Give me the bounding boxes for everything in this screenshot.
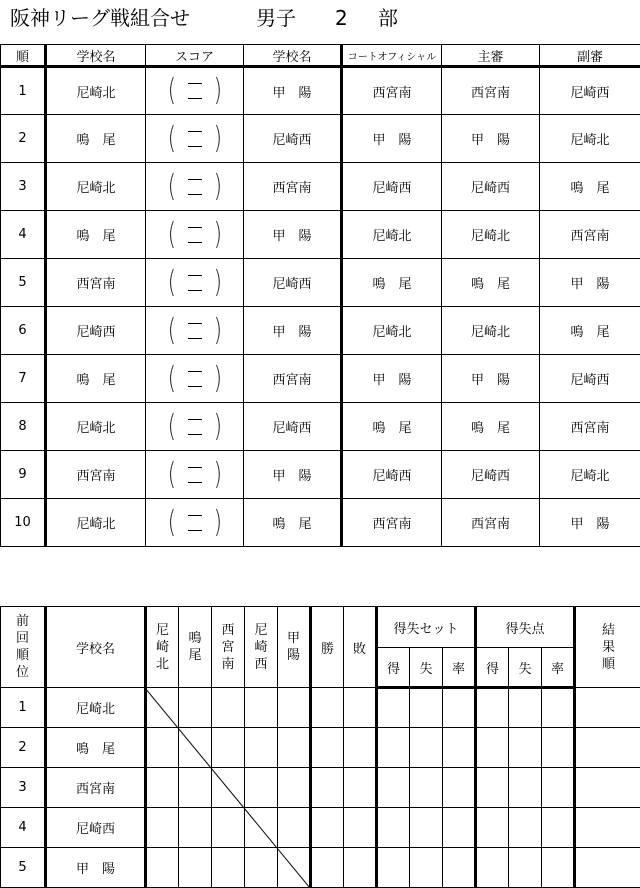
header-sets-lost: 失 xyxy=(410,648,443,688)
score-cell[interactable] xyxy=(146,499,244,547)
standings-row xyxy=(1,768,640,808)
previous-rank: 3 xyxy=(1,768,46,808)
match-result-cell[interactable] xyxy=(212,808,245,848)
sets-won-cell[interactable] xyxy=(377,688,410,728)
school-name: 鳴 尾 xyxy=(46,728,146,768)
header-school-b: 学校名 xyxy=(244,45,342,67)
schedule-row xyxy=(1,403,640,451)
point-ratio-cell[interactable] xyxy=(542,688,575,728)
points-lost-cell[interactable] xyxy=(509,808,542,848)
points-won-cell[interactable] xyxy=(476,688,509,728)
standings-header-row xyxy=(1,607,640,648)
match-result-cell[interactable] xyxy=(146,728,179,768)
schedule-row xyxy=(1,355,640,403)
match-result-cell[interactable] xyxy=(245,768,278,808)
team-b: 西宮南 xyxy=(244,355,342,403)
score-cell[interactable] xyxy=(146,115,244,163)
match-result-cell[interactable] xyxy=(278,688,311,728)
court-official: 鳴 尾 xyxy=(342,259,442,307)
assistant-umpire: 西宮南 xyxy=(540,211,640,259)
score-dashes xyxy=(188,508,202,538)
assistant-umpire: 鳴 尾 xyxy=(540,307,640,355)
chief-umpire: 鳴 尾 xyxy=(442,259,540,307)
points-won-cell[interactable] xyxy=(476,848,509,888)
match-number: 10 xyxy=(1,499,46,547)
standings-table xyxy=(0,606,640,888)
match-number: 7 xyxy=(1,355,46,403)
schedule-row xyxy=(1,163,640,211)
score-cell[interactable] xyxy=(146,259,244,307)
gender-label: 男子 xyxy=(256,6,296,30)
assistant-umpire: 西宮南 xyxy=(540,403,640,451)
header-point-diff: 得失点 xyxy=(476,607,575,648)
score-entry[interactable] xyxy=(146,312,243,348)
header-school-a: 学校名 xyxy=(46,45,146,67)
score-dashes xyxy=(188,364,202,394)
score-entry[interactable] xyxy=(146,168,243,204)
previous-rank: 4 xyxy=(1,808,46,848)
header-losses: 敗 xyxy=(344,607,377,688)
match-result-cell[interactable] xyxy=(278,848,311,888)
match-result-cell[interactable] xyxy=(179,808,212,848)
score-dashes xyxy=(188,412,202,442)
point-ratio-cell[interactable] xyxy=(542,768,575,808)
score-cell[interactable] xyxy=(146,211,244,259)
previous-rank: 1 xyxy=(1,688,46,728)
school-name: 甲 陽 xyxy=(46,848,146,888)
assistant-umpire: 尼崎西 xyxy=(540,67,640,115)
sets-won-cell[interactable] xyxy=(377,728,410,768)
team-a: 尼崎北 xyxy=(46,403,146,451)
match-number: 1 xyxy=(1,67,46,115)
assistant-umpire: 尼崎北 xyxy=(540,115,640,163)
score-dashes xyxy=(188,460,202,490)
team-a: 鳴 尾 xyxy=(46,115,146,163)
header-opponent-1: 尼 崎 北 xyxy=(146,607,179,688)
assistant-umpire: 尼崎西 xyxy=(540,355,640,403)
match-result-cell[interactable] xyxy=(212,728,245,768)
score-entry[interactable] xyxy=(146,216,243,252)
division-number: 2 xyxy=(335,6,348,30)
match-result-cell[interactable] xyxy=(212,688,245,728)
court-official: 甲 陽 xyxy=(342,115,442,163)
previous-rank: 5 xyxy=(1,848,46,888)
set-ratio-cell[interactable] xyxy=(443,808,476,848)
schedule-row xyxy=(1,259,640,307)
header-opponent-3: 西 宮 南 xyxy=(212,607,245,688)
wins-cell[interactable] xyxy=(311,808,344,848)
point-ratio-cell[interactable] xyxy=(542,728,575,768)
header-sets-won: 得 xyxy=(377,648,410,688)
score-entry[interactable] xyxy=(146,360,243,396)
header-opponent-5: 甲 陽 xyxy=(278,607,311,688)
chief-umpire: 甲 陽 xyxy=(442,115,540,163)
court-official: 鳴 尾 xyxy=(342,403,442,451)
team-b: 甲 陽 xyxy=(244,67,342,115)
left-bracket-icon: ( xyxy=(167,312,176,348)
left-bracket-icon: ( xyxy=(167,408,176,444)
schedule-header-row xyxy=(1,45,640,67)
score-cell[interactable] xyxy=(146,403,244,451)
left-bracket-icon: ( xyxy=(167,216,176,252)
standings-row xyxy=(1,848,640,888)
team-b: 尼崎西 xyxy=(244,115,342,163)
assistant-umpire: 甲 陽 xyxy=(540,259,640,307)
chief-umpire: 尼崎北 xyxy=(442,307,540,355)
points-lost-cell[interactable] xyxy=(509,768,542,808)
right-bracket-icon: ) xyxy=(213,456,222,492)
left-bracket-icon: ( xyxy=(167,264,176,300)
losses-cell[interactable] xyxy=(344,808,377,848)
schedule-row xyxy=(1,307,640,355)
header-set-ratio: 率 xyxy=(443,648,476,688)
score-cell[interactable] xyxy=(146,355,244,403)
losses-cell[interactable] xyxy=(344,768,377,808)
match-number: 6 xyxy=(1,307,46,355)
header-school: 学校名 xyxy=(46,607,146,688)
match-number: 8 xyxy=(1,403,46,451)
header-score: スコア xyxy=(146,45,244,67)
match-result-cell[interactable] xyxy=(245,848,278,888)
sets-lost-cell[interactable] xyxy=(410,848,443,888)
score-entry[interactable] xyxy=(146,120,243,156)
result-rank-cell[interactable] xyxy=(575,728,640,768)
match-result-cell[interactable] xyxy=(212,848,245,888)
right-bracket-icon: ) xyxy=(213,408,222,444)
sets-lost-cell[interactable] xyxy=(410,688,443,728)
left-bracket-icon: ( xyxy=(167,456,176,492)
set-ratio-cell[interactable] xyxy=(443,688,476,728)
assistant-umpire: 尼崎北 xyxy=(540,451,640,499)
score-dashes xyxy=(188,268,202,298)
header-opponent-4: 尼 崎 西 xyxy=(245,607,278,688)
left-bracket-icon: ( xyxy=(167,168,176,204)
previous-rank: 2 xyxy=(1,728,46,768)
match-schedule-table xyxy=(0,44,640,547)
sets-won-cell[interactable] xyxy=(377,808,410,848)
score-cell[interactable] xyxy=(146,163,244,211)
team-b: 鳴 尾 xyxy=(244,499,342,547)
score-entry[interactable] xyxy=(146,504,243,540)
match-result-cell[interactable] xyxy=(146,808,179,848)
match-number: 9 xyxy=(1,451,46,499)
left-bracket-icon: ( xyxy=(167,120,176,156)
team-b: 甲 陽 xyxy=(244,451,342,499)
standings-row xyxy=(1,688,640,728)
score-cell[interactable] xyxy=(146,307,244,355)
score-dashes xyxy=(188,172,202,202)
losses-cell[interactable] xyxy=(344,728,377,768)
chief-umpire: 西宮南 xyxy=(442,499,540,547)
match-result-cell[interactable] xyxy=(245,808,278,848)
chief-umpire: 尼崎西 xyxy=(442,163,540,211)
match-number: 5 xyxy=(1,259,46,307)
court-official: 尼崎西 xyxy=(342,451,442,499)
court-official: 西宮南 xyxy=(342,499,442,547)
match-result-cell[interactable] xyxy=(245,688,278,728)
header-result-rank: 結 果 順 xyxy=(575,607,640,688)
match-number: 3 xyxy=(1,163,46,211)
score-dashes xyxy=(188,124,202,154)
match-result-cell[interactable] xyxy=(146,768,179,808)
points-lost-cell[interactable] xyxy=(509,728,542,768)
set-ratio-cell[interactable] xyxy=(443,848,476,888)
sets-lost-cell[interactable] xyxy=(410,768,443,808)
sets-lost-cell[interactable] xyxy=(410,728,443,768)
match-result-cell[interactable] xyxy=(278,768,311,808)
match-number: 2 xyxy=(1,115,46,163)
schedule-row xyxy=(1,67,640,115)
match-result-cell[interactable] xyxy=(179,848,212,888)
score-cell[interactable] xyxy=(146,67,244,115)
set-ratio-cell[interactable] xyxy=(443,728,476,768)
right-bracket-icon: ) xyxy=(213,73,222,108)
match-result-cell[interactable] xyxy=(212,768,245,808)
right-bracket-icon: ) xyxy=(213,168,222,204)
wins-cell[interactable] xyxy=(311,688,344,728)
team-b: 尼崎西 xyxy=(244,259,342,307)
chief-umpire: 西宮南 xyxy=(442,67,540,115)
team-a: 西宮南 xyxy=(46,451,146,499)
school-name: 尼崎西 xyxy=(46,808,146,848)
header-assistant-umpire: 副審 xyxy=(540,45,640,67)
right-bracket-icon: ) xyxy=(213,264,222,300)
header-opponent-2: 鳴 尾 xyxy=(179,607,212,688)
score-entry[interactable] xyxy=(146,264,243,300)
team-a: 尼崎西 xyxy=(46,307,146,355)
court-official: 甲 陽 xyxy=(342,355,442,403)
division-label: 部 xyxy=(378,6,398,30)
match-number: 4 xyxy=(1,211,46,259)
score-entry[interactable] xyxy=(146,408,243,444)
sets-lost-cell[interactable] xyxy=(410,808,443,848)
court-official: 西宮南 xyxy=(342,67,442,115)
schedule-row xyxy=(1,499,640,547)
team-b: 甲 陽 xyxy=(244,211,342,259)
point-ratio-cell[interactable] xyxy=(542,808,575,848)
result-rank-cell[interactable] xyxy=(575,808,640,848)
sets-won-cell[interactable] xyxy=(377,848,410,888)
header-chief-umpire: 主審 xyxy=(442,45,540,67)
schedule-row xyxy=(1,211,640,259)
score-entry[interactable] xyxy=(146,73,243,108)
assistant-umpire: 鳴 尾 xyxy=(540,163,640,211)
points-won-cell[interactable] xyxy=(476,808,509,848)
team-b: 甲 陽 xyxy=(244,307,342,355)
chief-umpire: 尼崎西 xyxy=(442,451,540,499)
sets-won-cell[interactable] xyxy=(377,768,410,808)
score-dashes xyxy=(188,316,202,346)
points-lost-cell[interactable] xyxy=(509,688,542,728)
team-a: 西宮南 xyxy=(46,259,146,307)
team-a: 尼崎北 xyxy=(46,67,146,115)
court-official: 尼崎北 xyxy=(342,211,442,259)
result-rank-cell[interactable] xyxy=(575,768,640,808)
school-name: 西宮南 xyxy=(46,768,146,808)
right-bracket-icon: ) xyxy=(213,120,222,156)
team-a: 尼崎北 xyxy=(46,499,146,547)
result-rank-cell[interactable] xyxy=(575,688,640,728)
standings-row xyxy=(1,728,640,768)
match-result-cell[interactable] xyxy=(179,728,212,768)
score-dashes xyxy=(188,220,202,250)
left-bracket-icon: ( xyxy=(167,504,176,540)
header-points-lost: 失 xyxy=(509,648,542,688)
left-bracket-icon: ( xyxy=(167,73,176,108)
team-a: 鳴 尾 xyxy=(46,211,146,259)
set-ratio-cell[interactable] xyxy=(443,768,476,808)
league-title: 阪神リーグ戦組合せ xyxy=(10,6,190,30)
points-won-cell[interactable] xyxy=(476,768,509,808)
wins-cell[interactable] xyxy=(311,848,344,888)
chief-umpire: 尼崎北 xyxy=(442,211,540,259)
left-bracket-icon: ( xyxy=(167,360,176,396)
team-b: 西宮南 xyxy=(244,163,342,211)
match-result-cell[interactable] xyxy=(179,688,212,728)
match-result-cell[interactable] xyxy=(179,768,212,808)
schedule-row xyxy=(1,451,640,499)
school-name: 尼崎北 xyxy=(46,688,146,728)
match-result-cell[interactable] xyxy=(278,728,311,768)
standings-row xyxy=(1,808,640,848)
header-point-ratio: 率 xyxy=(542,648,575,688)
result-rank-cell[interactable] xyxy=(575,848,640,888)
match-result-cell[interactable] xyxy=(146,688,179,728)
right-bracket-icon: ) xyxy=(213,216,222,252)
court-official: 尼崎西 xyxy=(342,163,442,211)
page-title xyxy=(10,4,630,34)
wins-cell[interactable] xyxy=(311,728,344,768)
match-result-cell[interactable] xyxy=(278,808,311,848)
right-bracket-icon: ) xyxy=(213,312,222,348)
assistant-umpire: 甲 陽 xyxy=(540,499,640,547)
header-wins: 勝 xyxy=(311,607,344,688)
team-a: 尼崎北 xyxy=(46,163,146,211)
wins-cell[interactable] xyxy=(311,768,344,808)
right-bracket-icon: ) xyxy=(213,504,222,540)
court-official: 尼崎北 xyxy=(342,307,442,355)
header-previous-rank: 前 回 順 位 xyxy=(1,607,46,688)
header-court-official: コートオフィシャル xyxy=(342,45,442,67)
score-entry[interactable] xyxy=(146,456,243,492)
chief-umpire: 鳴 尾 xyxy=(442,403,540,451)
match-result-cell[interactable] xyxy=(146,848,179,888)
point-ratio-cell[interactable] xyxy=(542,848,575,888)
team-b: 尼崎西 xyxy=(244,403,342,451)
header-order: 順 xyxy=(1,45,46,67)
chief-umpire: 甲 陽 xyxy=(442,355,540,403)
header-points-won: 得 xyxy=(476,648,509,688)
header-set-diff: 得失セット xyxy=(377,607,476,648)
losses-cell[interactable] xyxy=(344,848,377,888)
points-won-cell[interactable] xyxy=(476,728,509,768)
score-dashes xyxy=(188,76,202,106)
match-result-cell[interactable] xyxy=(245,728,278,768)
team-a: 鳴 尾 xyxy=(46,355,146,403)
schedule-row xyxy=(1,115,640,163)
points-lost-cell[interactable] xyxy=(509,848,542,888)
score-cell[interactable] xyxy=(146,451,244,499)
right-bracket-icon: ) xyxy=(213,360,222,396)
losses-cell[interactable] xyxy=(344,688,377,728)
